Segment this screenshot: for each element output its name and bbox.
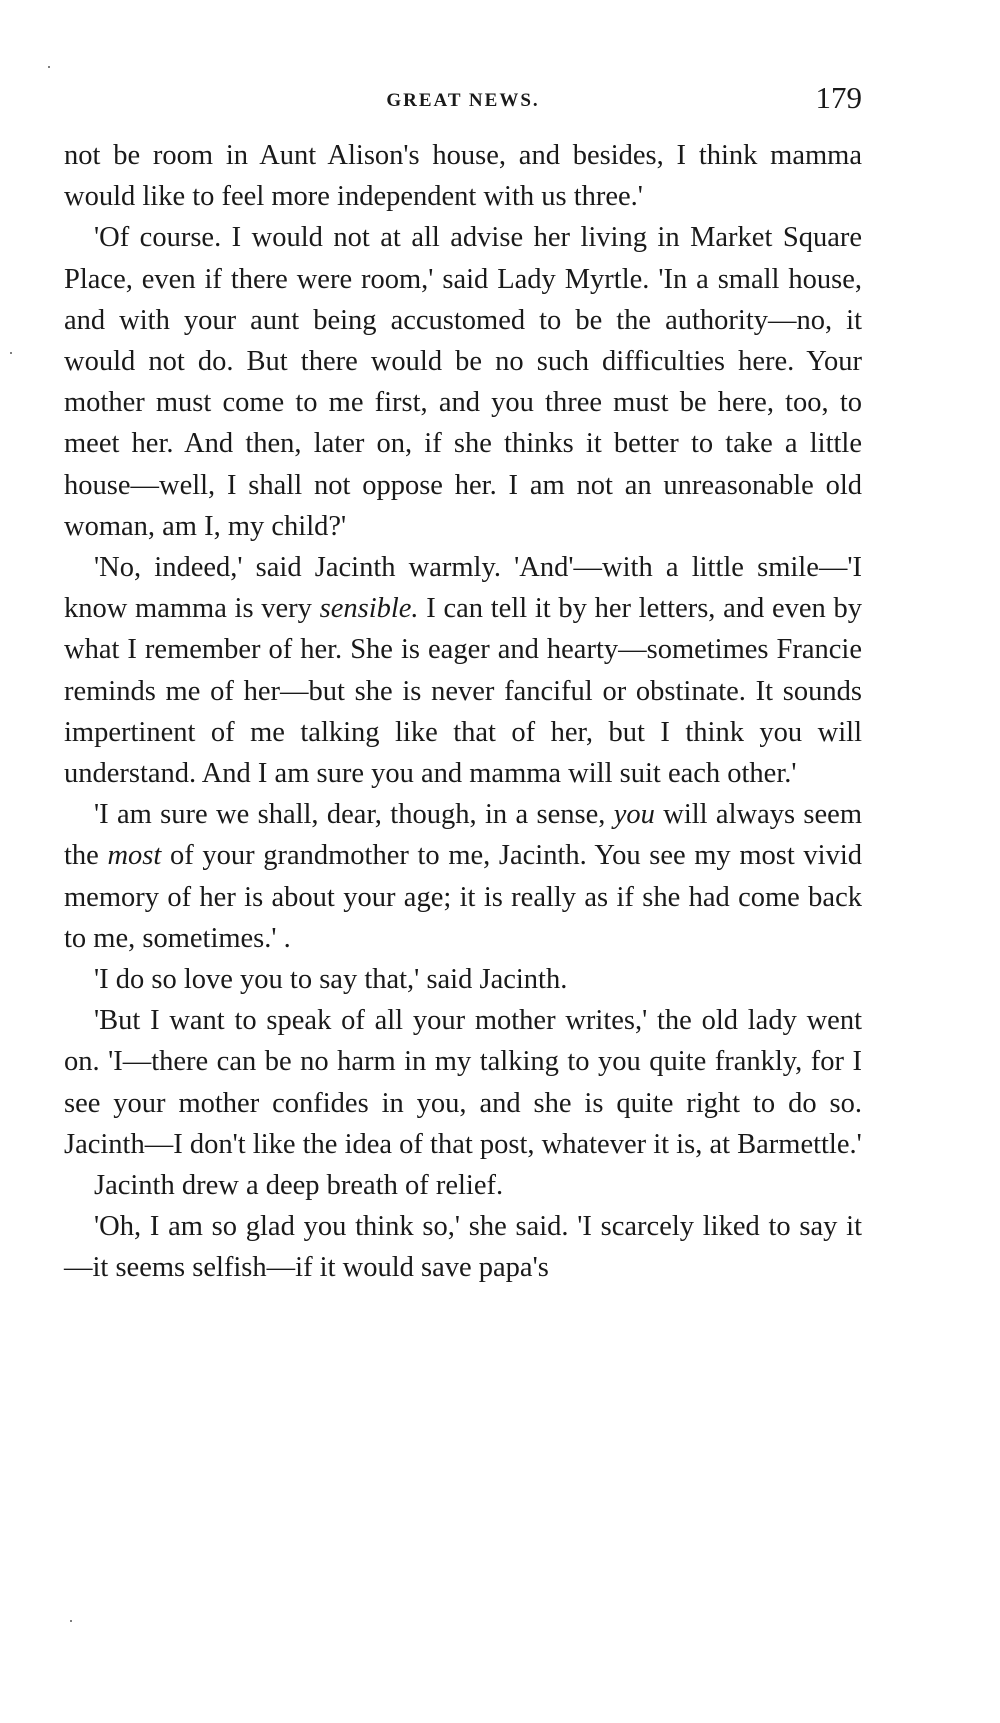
paragraph-text: will always seem the bbox=[64, 799, 862, 872]
paragraph-text: Jacinth drew a deep breath of relief. bbox=[94, 1170, 504, 1202]
page-number: 179 bbox=[815, 80, 862, 115]
paragraph bbox=[64, 959, 862, 1000]
paragraph-text: 'But I want to speak of all your mother writes,' the old lady went on. 'I—there can be no harm in my talking to you quite frankly, for I see your mother confides in you, and she is quite right to do so. Jacinth—I don't like the idea of that post, whatever it is, at Barmettle.' bbox=[64, 1005, 862, 1160]
paragraph bbox=[64, 1000, 862, 1165]
paper-speck bbox=[48, 66, 50, 68]
body-text bbox=[64, 135, 862, 1289]
paper-speck bbox=[70, 1620, 72, 1622]
paragraph bbox=[64, 1165, 862, 1206]
paragraph bbox=[64, 217, 862, 547]
running-head: GREAT NEWS. bbox=[386, 90, 540, 111]
paragraph-text: not be room in Aunt Alison's house, and besides, I think mamma would like to feel more independent with us three.' bbox=[64, 140, 862, 213]
italic-emphasis: you bbox=[613, 799, 655, 831]
paragraph-text: I can tell it by her letters, and even by what I remember of her. She is eager and hearty—sometimes Francie reminds me of her—but she is never fanciful or obstinate. It sounds impertinent of me talking like that of her, but I think you will understand. And I am sure you and mamma will suit each other.' bbox=[64, 593, 862, 790]
paragraph-text: 'Oh, I am so glad you think so,' she said. 'I scarcely liked to say it—it seems selfish—if it would save papa's bbox=[64, 1211, 862, 1284]
paragraph bbox=[64, 1206, 862, 1288]
italic-emphasis: sensible. bbox=[319, 593, 419, 625]
paragraph bbox=[64, 794, 862, 959]
paragraph bbox=[64, 135, 862, 217]
paragraph-text: 'Of course. I would not at all advise her living in Market Square Place, even if there were room,' said Lady Myrtle. 'In a small house, and with your aunt being accustomed to be the authority—no, it would not do. But there would be no such difficulties here. Your mother must come to me first, and you three must be here, too, to meet her. And then, later on, if she thinks it better to take a little house—well, I shall not oppose her. I am not an unreasonable old woman, am I, my child?' bbox=[64, 222, 862, 542]
italic-emphasis: most bbox=[107, 840, 162, 872]
paragraph-text: 'I am sure we shall, dear, though, in a sense, bbox=[94, 799, 614, 831]
paragraph-text: 'No, indeed,' said Jacinth warmly. 'And'—with a little smile—'I know mamma is very bbox=[64, 552, 862, 625]
paper-speck bbox=[10, 352, 12, 354]
paragraph bbox=[64, 547, 862, 794]
page-header bbox=[64, 80, 862, 120]
paragraph-text: 'I do so love you to say that,' said Jacinth. bbox=[94, 964, 568, 996]
paragraph-text: of your grandmother to me, Jacinth. You see my most vivid memory of her is about your age; it is really as if she had come back to me, sometimes.' . bbox=[64, 840, 862, 954]
